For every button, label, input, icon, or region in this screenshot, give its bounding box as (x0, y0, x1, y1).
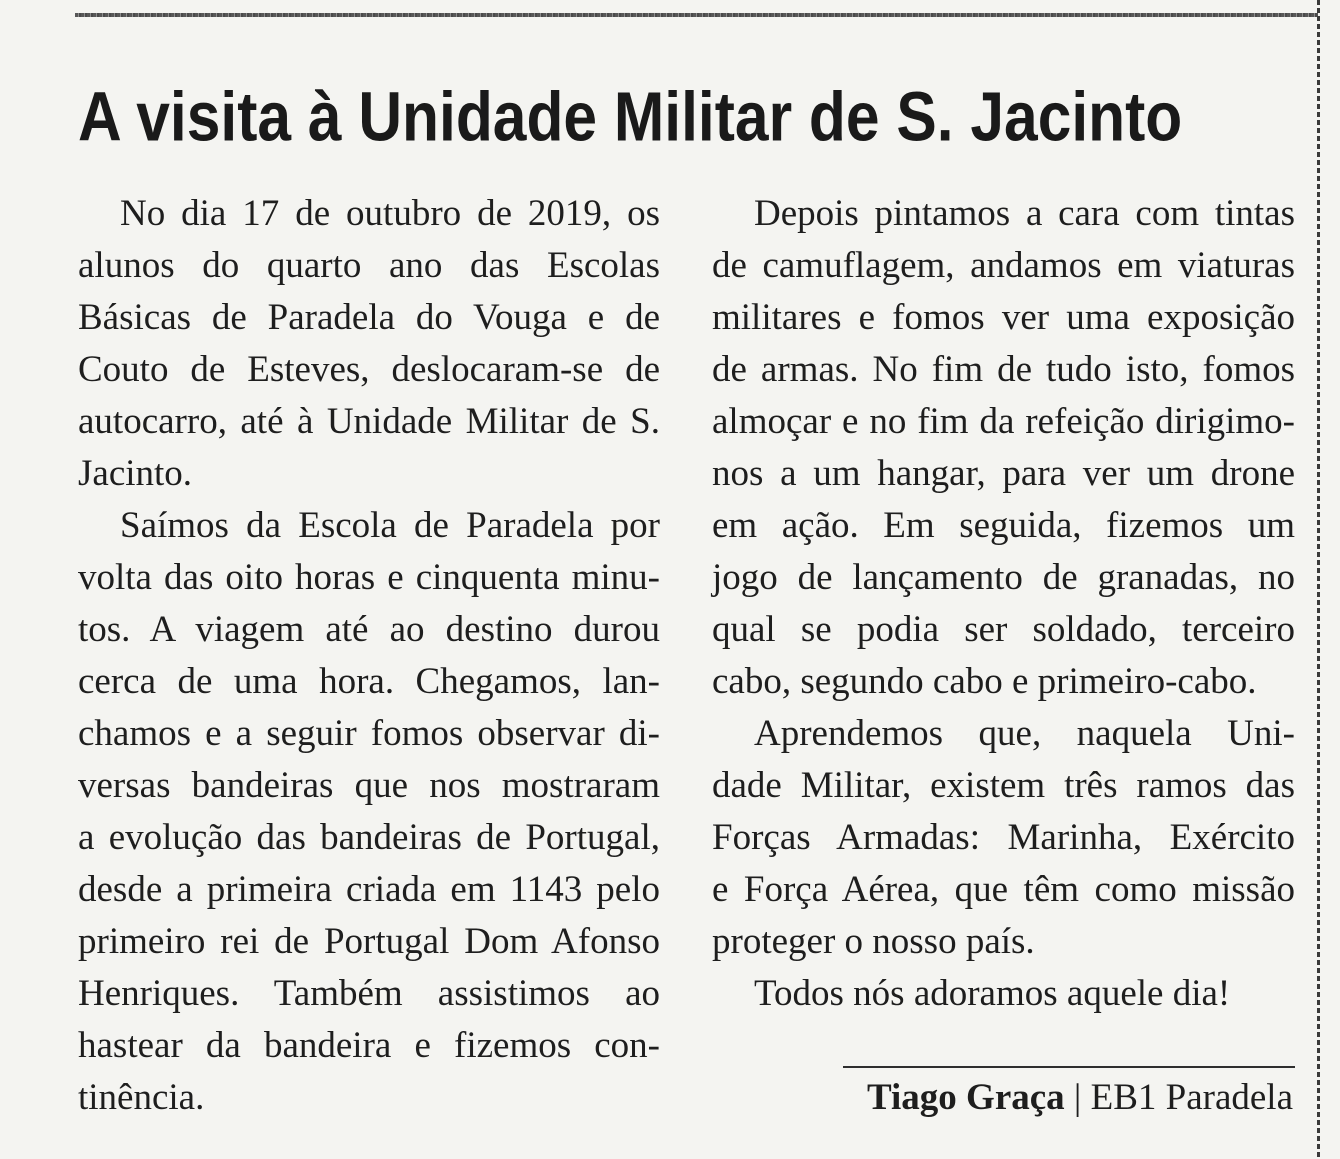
paragraph (712, 708, 1295, 968)
text-line: a evolução das bandeiras de Portugal, (78, 817, 660, 858)
text-line: Jacinto. (78, 453, 193, 494)
text-line: alunos do quarto ano das Escolas (78, 245, 660, 286)
text-line: Aprendemos que, naquela Uni- (754, 713, 1295, 754)
text-line: jogo de lançamento de granadas, no (712, 557, 1295, 598)
text-line: cabo, segundo cabo e primeiro-cabo. (712, 661, 1257, 702)
text-line: chamos e a seguir fomos observar di- (78, 713, 660, 754)
text-line: primeiro rei de Portugal Dom Afonso (78, 921, 660, 962)
text-line: Forças Armadas: Marinha, Exército (712, 817, 1295, 858)
text-line: Couto de Esteves, deslocaram-se de (78, 349, 660, 390)
text-line: No dia 17 de outubro de 2019, os (120, 193, 660, 234)
top-rule (75, 13, 1318, 17)
text-line: de armas. No fim de tudo isto, fomos (712, 349, 1295, 390)
author-name: Tiago Graça (867, 1077, 1065, 1118)
text-line: tinência. (78, 1077, 205, 1118)
paragraph (712, 968, 1295, 1020)
text-line: Saímos da Escola de Paradela por (120, 505, 660, 546)
text-line: Henriques. Também assistimos ao (78, 973, 660, 1014)
text-line: volta das oito horas e cinquenta minu- (78, 557, 660, 598)
text-line: qual se podia ser soldado, terceiro (712, 609, 1295, 650)
text-line: cerca de uma hora. Chegamos, lan- (78, 661, 660, 702)
text-line: militares e fomos ver uma exposição (712, 297, 1295, 338)
text-line: hastear da bandeira e fizemos con- (78, 1025, 660, 1066)
left-column (78, 188, 660, 1124)
text-line: Todos nós adoramos aquele dia! (754, 973, 1231, 1014)
text-line: nos a um hangar, para ver um drone (712, 453, 1295, 494)
byline-rule (843, 1066, 1295, 1068)
paragraph (78, 188, 660, 500)
paragraph (78, 500, 660, 1124)
column-divider-rule (1317, 0, 1320, 1159)
text-line: tos. A viagem até ao destino durou (78, 609, 660, 650)
byline-separator: | (1073, 1077, 1082, 1118)
text-line: de camuflagem, andamos em viaturas (712, 245, 1295, 286)
article-title-container (78, 76, 1185, 158)
school-name: EB1 Paradela (1090, 1077, 1293, 1118)
byline (867, 1072, 1293, 1124)
text-line: em ação. Em seguida, fizemos um (712, 505, 1295, 546)
text-line: Depois pintamos a cara com tintas (754, 193, 1295, 234)
paragraph (712, 188, 1295, 708)
right-column (712, 188, 1295, 1020)
text-line: e Força Aérea, que têm como missão (712, 869, 1295, 910)
text-line: proteger o nosso país. (712, 921, 1035, 962)
text-line: autocarro, até à Unidade Militar de S. (78, 401, 660, 442)
article-title: A visita à Unidade Militar de S. Jacinto (78, 77, 1183, 156)
text-line: versas bandeiras que nos mostraram (78, 765, 660, 806)
text-line: desde a primeira criada em 1143 pelo (78, 869, 660, 910)
text-line: Básicas de Paradela do Vouga e de (78, 297, 660, 338)
text-line: dade Militar, existem três ramos das (712, 765, 1295, 806)
text-line: almoçar e no fim da refeição dirigimo- (712, 401, 1295, 442)
